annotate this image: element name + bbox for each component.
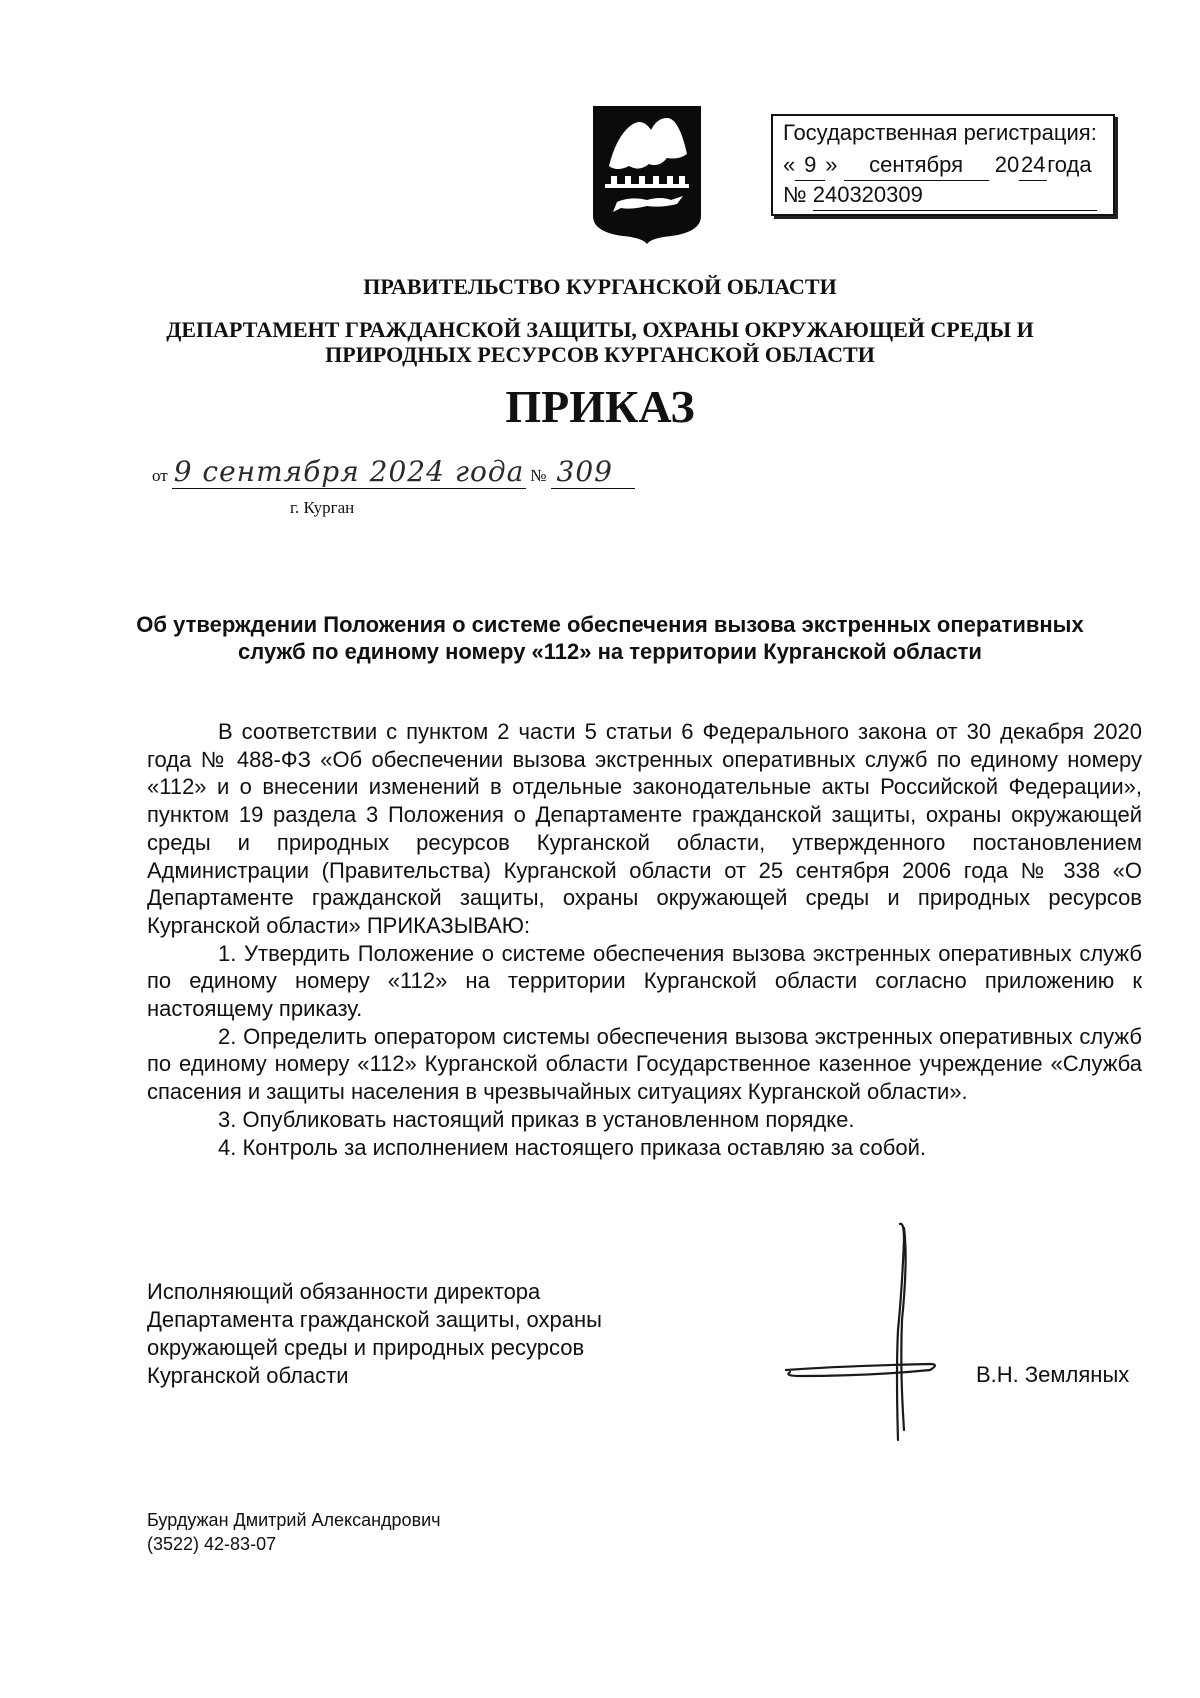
registration-date: « 9 » сентября 2024года (783, 150, 1092, 181)
government-title: ПРАВИТЕЛЬСТВО КУРГАНСКОЙ ОБЛАСТИ (363, 274, 837, 299)
order-body (147, 718, 1142, 1161)
registration-year-suffix: 24 (1019, 150, 1047, 181)
date-prefix: от (152, 466, 168, 485)
order-number-handwritten: 309 (551, 455, 635, 489)
coat-of-arms-emblem (591, 104, 703, 244)
signatory-name: В.Н. Земляных (976, 1362, 1130, 1387)
city-label: г. Курган (290, 498, 355, 517)
order-subject: Об утверждении Положения о системе обеспечения вызова экстренных оперативных служб по единому номеру «112» на территории Курганской области (136, 612, 1084, 664)
order-item-2: 2. Определить оператором системы обеспечения вызова экстренных оперативных служб по единому номеру «112» Курганской области Государственное казенное учреждение «Служба спасения и защиты населения в чрезвычайных ситуациях Курганской области». (147, 1023, 1142, 1105)
department-title-line2: ПРИРОДНЫХ РЕСУРСОВ КУРГАНСКОЙ ОБЛАСТИ (325, 342, 875, 367)
registration-number-label: № (783, 182, 807, 207)
registration-year-word: года (1047, 152, 1092, 177)
order-date-handwritten: 9 сентября 2024 года (173, 455, 525, 488)
preamble-paragraph: В соответствии с пунктом 2 части 5 статьи 6 Федерального закона от 30 декабря 2020 года № 488-ФЗ «Об обеспечении вызова экстренных оперативных служб по единому номеру «112» и о внесении изменений в отдельные законодательные акты Российской Федерации», пунктом 19 раздела 3 Положения о Департаменте гражданской защиты, охраны окружающей среды и природных ресурсов Курганской области, утвержденного постановлением Администрации (Правительства) Курганской области от 25 сентября 2006 года № 338 «О Департаменте гражданской защиты, охраны окружающей среды и природных ресурсов Курганской области» ПРИКАЗЫВАЮ: (147, 719, 1142, 938)
contact-info (147, 1508, 441, 1556)
registration-number-line (783, 180, 1097, 211)
signatory-position (147, 1278, 602, 1390)
registration-day: 9 (795, 150, 825, 181)
contact-phone: (3522) 42-83-07 (147, 1534, 277, 1554)
order-date-line (152, 455, 635, 495)
order-item-1: 1. Утвердить Положение о системе обеспечения вызова экстренных оперативных служб по единому номеру «112» на территории Курганской области согласно приложению к настоящему приказу. (147, 940, 1142, 1022)
signatory-position-line: Департамента гражданской защиты, охраны (147, 1307, 602, 1332)
contact-name: Бурдужан Дмитрий Александрович (147, 1510, 441, 1530)
handwritten-signature (780, 1220, 950, 1445)
signatory-position-line: Курганской области (147, 1363, 349, 1388)
department-title-line1: ДЕПАРТАМЕНТ ГРАЖДАНСКОЙ ЗАЩИТЫ, ОХРАНЫ ОКРУЖАЮЩЕЙ СРЕДЫ И (166, 317, 1034, 342)
registration-stamp-box (771, 114, 1115, 216)
registration-number: 240320309 (813, 180, 1097, 211)
signatory-position-line: Исполняющий обязанности директора (147, 1279, 541, 1304)
document-type-title: ПРИКАЗ (505, 381, 695, 432)
registration-year-prefix: 20 (994, 152, 1020, 177)
order-item-4: 4. Контроль за исполнением настоящего приказа оставляю за собой. (218, 1134, 926, 1160)
signatory-position-line: окружающей среды и природных ресурсов (147, 1335, 585, 1360)
registration-month: сентября (844, 150, 989, 181)
registration-title: Государственная регистрация: (783, 120, 1097, 145)
order-item-3: 3. Опубликовать настоящий приказ в установленном порядке. (218, 1106, 855, 1132)
order-number-label: № (530, 466, 547, 485)
